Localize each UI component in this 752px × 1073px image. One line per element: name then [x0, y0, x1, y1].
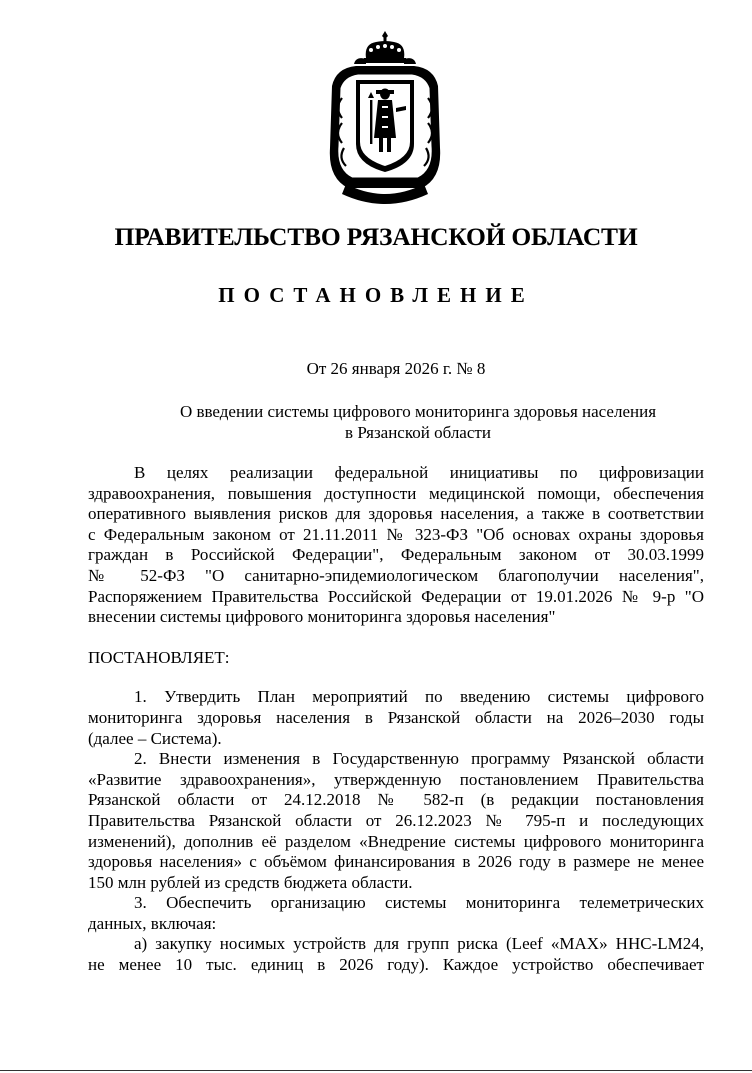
subject-line: О введении системы цифрового мониторинга здоровья населения [179, 402, 657, 421]
document-type-title: ПОСТАНОВЛЕНИЕ [218, 283, 534, 307]
document-subject [150, 401, 686, 443]
text-line: В целях реализации федеральной инициативы по цифровизации [134, 463, 704, 482]
item-3 [88, 893, 704, 934]
text-line: 150 млн рублей из средств бюджета области. [88, 872, 413, 892]
text-line: 2. Внести изменения в Государственную программу Рязанской области [134, 749, 704, 769]
text-line: Рязанской области от 24.12.2018 № 582-п (в редакции постановления [88, 790, 704, 810]
item-3a [88, 934, 704, 975]
text-line: граждан в Российской Федерации", Федеральным законом от 30.03.1999 [88, 545, 704, 565]
coat-of-arms-icon [326, 28, 444, 206]
text-line: (далее – Система). [88, 728, 222, 748]
text-line: данных, включая: [88, 913, 217, 933]
item-2 [88, 749, 704, 893]
text-line: а) закупку носимых устройств для групп риска (Leef «MAX» HHC-LM24, [134, 934, 704, 954]
decree-word: ПОСТАНОВЛЯЕТ: [88, 647, 230, 667]
text-line: 1. Утвердить План мероприятий по введению системы цифрового [134, 687, 704, 707]
text-line: здравоохранения, повышения доступности медицинской помощи, обеспечения [88, 483, 704, 503]
text-line: Правительства Рязанской области от 26.12.2023 № 795-п и последующих [88, 810, 704, 830]
text-line: № 52-ФЗ "О санитарно-эпидемиологическом благополучии населения", [88, 565, 704, 585]
page-bottom-edge [0, 1070, 752, 1071]
organization-title: ПРАВИТЕЛЬСТВО РЯЗАНСКОЙ ОБЛАСТИ [114, 222, 638, 251]
subject-line: в Рязанской области [345, 423, 491, 442]
text-line: внесении системы цифрового мониторинга здоровья населения" [88, 607, 556, 627]
text-line: изменений), дополнив её разделом «Внедрение системы цифрового мониторинга [88, 831, 704, 851]
preamble-paragraph [88, 463, 704, 628]
text-line: «Развитие здравоохранения», утвержденную постановлением Правительства [88, 769, 704, 789]
item-1 [88, 687, 704, 749]
document-body [88, 463, 704, 976]
text-line: с Федеральным законом от 21.11.2011 № 323-ФЗ "Об основах охраны здоровья [88, 524, 704, 544]
date-and-number: От 26 января 2026 г. № 8 [306, 359, 486, 378]
text-line: не менее 10 тыс. единиц в 2026 году). Каждое устройство обеспечивает [88, 955, 704, 975]
text-line: оперативного выявления рисков для здоровья населения, а также в соответствии [88, 504, 704, 524]
text-line: здоровья населения» с объёмом финансирования в 2026 году в размере не менее [88, 852, 704, 872]
text-line: мониторинга здоровья населения в Рязанской области на 2026–2030 годы [88, 707, 704, 727]
text-line: Распоряжением Правительства Российской Федерации от 19.01.2026 № 9-р "О [88, 586, 704, 606]
text-line: 3. Обеспечить организацию системы мониторинга телеметрических [134, 893, 704, 913]
